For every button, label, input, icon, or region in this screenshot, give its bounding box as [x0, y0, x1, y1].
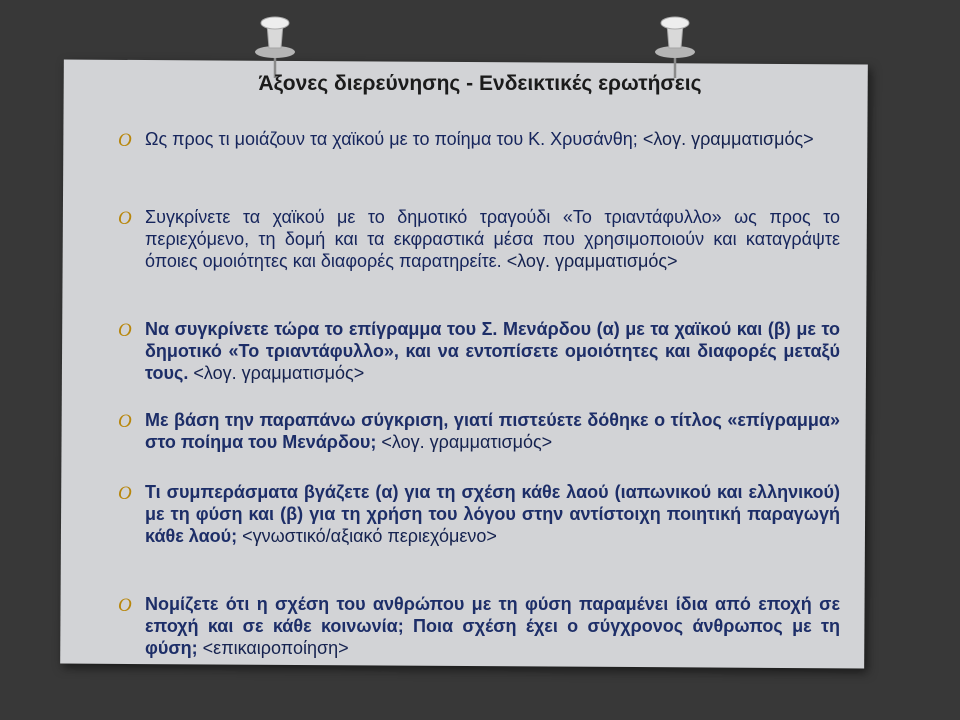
bullet-icon: O [118, 208, 132, 229]
list-item [118, 206, 840, 272]
bullet-icon: O [118, 130, 132, 151]
list-item [118, 481, 840, 547]
question-text: Νομίζετε ότι η σχέση του ανθρώπου με τη φύση παραμένει ίδια από εποχή σε εποχή και σε κάθε κοινωνία; Ποια σχέση έχει ο σύγχρονος άνθρωπος με τη φύση; [145, 594, 840, 658]
question-tag: <λογ. γραμματισμός> [642, 129, 814, 149]
page-title: Άξονες διερεύνησης - Ενδεικτικές ερωτήσεις [258, 72, 702, 95]
question-text: Να συγκρίνετε τώρα το επίγραμμα του Σ. Μενάρδου (α) με τα χαϊκού και (β) με το δημοτικό «Το τριαντάφυλλο», και να εντοπίσετε ομοιότητες και διαφορές μεταξύ τους. [145, 319, 840, 383]
bullet-icon: O [118, 320, 132, 341]
question-tag: <επικαιροποίηση> [202, 638, 349, 658]
list-item [118, 593, 840, 659]
question-tag: <γνωστικό/αξιακό περιεχόμενο> [242, 526, 497, 546]
list-item [118, 128, 840, 150]
question-text: Με βάση την παραπάνω σύγκριση, γιατί πιστεύετε δόθηκε ο τίτλος «επίγραμμα» στο ποίημα του Μενάρδου; [145, 410, 840, 452]
question-text: Ως προς τι μοιάζουν τα χαϊκού με το ποίημα του Κ. Χρυσάνθη; [145, 129, 643, 149]
list-item [118, 318, 840, 384]
question-tag: <λογ. γραμματισμός> [506, 251, 678, 271]
question-tag: <λογ. γραμματισμός> [381, 432, 553, 452]
bullet-icon: O [118, 595, 132, 616]
list-item [118, 409, 840, 453]
bullet-icon: O [118, 483, 132, 504]
bullet-icon: O [118, 411, 132, 432]
question-tag: <λογ. γραμματισμός> [193, 363, 365, 383]
question-text: Τι συμπεράσματα βγάζετε (α) για τη σχέση κάθε λαού (ιαπωνικού και ελληνικού) με τη φύση και (β) για τη χρήση του λόγου στην αντίστοιχη ποιητική παραγωγή κάθε λαού; [145, 482, 840, 546]
question-text: Συγκρίνετε τα χαϊκού με το δημοτικό τραγούδι «Το τριαντάφυλλο» ως προς το περιεχόμενο, τη δομή και τα εκφραστικά μέσα που χρησιμοποιούν και καταγράψτε όποιες ομοιότητες και διαφορές παρατηρείτε. [145, 207, 840, 271]
